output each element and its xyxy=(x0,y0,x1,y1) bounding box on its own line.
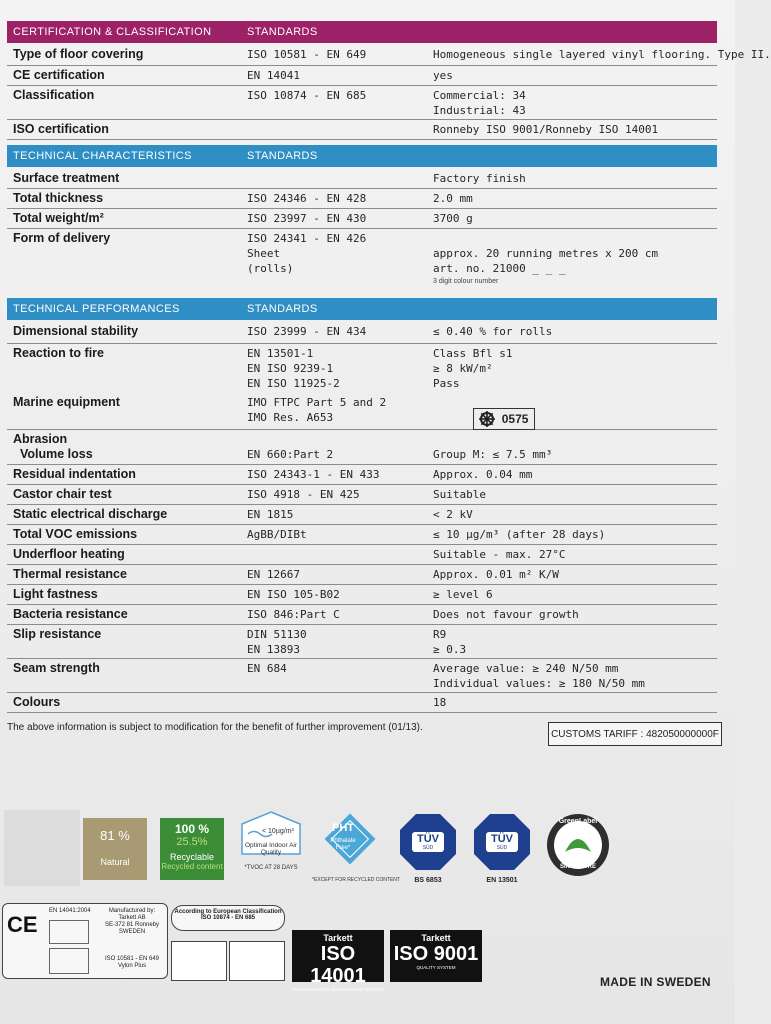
tuv-sub: SÜD xyxy=(422,845,434,851)
iso-brand: Tarkett xyxy=(323,933,353,943)
row-value: Suitable - max. 27°C xyxy=(433,548,566,561)
iso-subtitle: QUALITY SYSTEM xyxy=(416,965,456,970)
row-label: Light fastness xyxy=(13,587,98,601)
row-standard: ISO 846:Part C xyxy=(247,608,340,621)
table-row xyxy=(7,120,717,140)
row-label: Abrasion Volume loss xyxy=(13,432,93,461)
row-label: Reaction to fire xyxy=(13,346,104,360)
pht-label: Phthalate Free* xyxy=(330,838,356,851)
row-standard: ISO 23999 - EN 434 xyxy=(247,325,367,338)
made-in-label: MADE IN SWEDEN xyxy=(600,975,711,989)
row-value: ≤ 10 µg/m³ (after 28 days) xyxy=(433,528,606,541)
row-standard: ISO 10581 - EN 649 xyxy=(247,48,367,61)
table-row xyxy=(7,45,771,66)
header-title: TECHNICAL CHARACTERISTICS xyxy=(13,150,192,162)
industrial-use-icon xyxy=(229,941,285,981)
ce-standard: EN 14041:2004 xyxy=(49,908,91,914)
row-label: ISO certification xyxy=(13,122,109,136)
recycled-percent: 25.5% xyxy=(176,836,208,848)
table-row xyxy=(7,189,717,209)
row-label: Form of delivery xyxy=(13,231,111,245)
ce-marking-panel xyxy=(2,903,168,979)
classification-standard: ISO 10874 - EN 685 xyxy=(200,915,256,921)
row-value: 2.0 mm xyxy=(433,192,473,205)
table-row xyxy=(7,344,717,392)
header-title: TECHNICAL PERFORMANCES xyxy=(13,303,180,315)
row-standard: EN ISO 105-B02 xyxy=(247,588,340,601)
row-standard: ISO 10874 - EN 685 xyxy=(247,89,367,102)
row-standard: EN 684 xyxy=(247,662,287,675)
row-label: Bacteria resistance xyxy=(13,607,128,621)
row-label: Total VOC emissions xyxy=(13,527,138,541)
row-standard: EN 14041 xyxy=(247,69,300,82)
tuv-standard: EN 13501 xyxy=(486,877,518,884)
table-row xyxy=(7,525,717,545)
table-row xyxy=(7,659,717,693)
row-label: Total thickness xyxy=(13,191,104,205)
recyclable-label: Recyclable xyxy=(169,852,215,862)
table-row xyxy=(7,465,717,485)
recycled-label: Recycled content xyxy=(161,862,223,871)
row-label: Seam strength xyxy=(13,661,100,675)
phthalate-free-badge xyxy=(312,808,400,888)
row-value: Class Bfl s1 ≥ 8 kW/m² Pass xyxy=(433,347,513,390)
table-row xyxy=(7,393,717,430)
row-value: Commercial: 34 Industrial: 43 xyxy=(433,89,526,117)
tuv-bs6853-badge xyxy=(398,812,458,886)
iso-14001-badge xyxy=(292,930,384,992)
european-classification-panel xyxy=(171,905,285,931)
table-row xyxy=(7,229,717,289)
row-value: Approx. 0.04 mm xyxy=(433,468,533,481)
row-value: Does not favour growth xyxy=(433,608,579,621)
row-label: Residual indentation xyxy=(13,467,136,481)
ce-mark: CE xyxy=(7,912,38,937)
header-title: CERTIFICATION & CLASSIFICATION xyxy=(13,26,212,38)
row-label: Total weight/m² xyxy=(13,211,104,225)
row-value: Homogeneous single layered vinyl flooring. Type II. xyxy=(433,48,771,61)
ship-wheel-icon xyxy=(478,410,496,428)
customs-tariff-box: CUSTOMS TARIFF : 482050000000F xyxy=(548,722,722,746)
tuv-sub: SÜD xyxy=(496,845,508,851)
row-standard: EN 660:Part 2 xyxy=(247,448,334,461)
row-value: yes xyxy=(433,69,453,82)
slip-class-icon xyxy=(49,948,89,974)
row-value: Factory finish xyxy=(433,172,526,185)
row-standard: DIN 51130 EN 13893 xyxy=(247,628,307,656)
row-value: 18 xyxy=(433,696,447,709)
green-label-singapore-badge xyxy=(545,812,611,878)
table-row xyxy=(7,693,717,713)
tuv-label: TÜV xyxy=(491,833,513,845)
green-label-top: GreenLabel xyxy=(558,818,598,825)
table-row xyxy=(7,505,717,525)
row-label: Static electrical discharge xyxy=(13,507,168,521)
tuv-en13501-badge xyxy=(472,812,532,886)
table-row xyxy=(7,625,717,659)
natural-percent: 81 % xyxy=(100,828,130,843)
iso-9001-badge xyxy=(390,930,482,982)
table-row xyxy=(7,485,717,505)
table-row xyxy=(7,66,717,86)
header-standards: STANDARDS xyxy=(247,150,318,162)
row-label: Dimensional stability xyxy=(13,324,139,338)
row-value: ≤ 0.40 % for rolls xyxy=(433,325,553,338)
iso-brand: Tarkett xyxy=(421,933,451,943)
marine-cert-number: 0575 xyxy=(501,411,529,426)
table-row xyxy=(7,169,717,189)
row-standard: ISO 24343-1 - EN 433 xyxy=(247,468,380,481)
row-label: Castor chair test xyxy=(13,487,112,501)
classification-title: According to European Classification xyxy=(174,909,282,915)
row-standard: ISO 24346 - EN 428 xyxy=(247,192,367,205)
row-value: Average value: ≥ 240 N/50 mm Individual values: ≥ 180 N/50 mm xyxy=(433,662,645,690)
section-header-technical-characteristics xyxy=(7,145,717,167)
disclaimer-note: The above information is subject to modification for the benefit of further improvement (01/13). xyxy=(7,722,423,733)
air-quality-note: *TVOC AT 28 DAYS xyxy=(244,865,298,871)
row-value: Suitable xyxy=(433,488,486,501)
row-standard: AgBB/DIBt xyxy=(247,528,307,541)
pht-note: *EXCEPT FOR RECYCLED CONTENT xyxy=(312,877,400,883)
iso-number: ISO 9001 xyxy=(393,943,479,965)
marine-wheelmark-badge xyxy=(473,408,536,430)
table-row xyxy=(7,545,717,565)
row-label: CE certification xyxy=(13,68,105,82)
blank-swatch xyxy=(4,810,80,886)
row-value: approx. 20 running metres x 200 cm art. no. 21000 _ _ _ xyxy=(433,247,659,275)
fire-class-icon xyxy=(49,920,89,944)
product-standard: ISO 10581 - EN 649 Vylon Plus xyxy=(104,956,160,969)
table-row xyxy=(7,585,717,605)
row-value: Approx. 0.01 m² K/W xyxy=(433,568,559,581)
manufacturer-info: Manufactured by: Tarkett AB SE-372 81 Ronneby SWEDEN xyxy=(104,908,160,935)
section-header-technical-performances xyxy=(7,298,717,320)
row-standard: EN 1815 xyxy=(247,508,294,521)
row-value: Group M: ≤ 7.5 mm³ xyxy=(433,448,553,461)
row-label: Surface treatment xyxy=(13,171,120,185)
table-row xyxy=(7,86,717,120)
row-standard: EN 13501-1 EN ISO 9239-1 EN ISO 11925-2 xyxy=(247,347,340,390)
table-row xyxy=(7,209,717,229)
indoor-air-quality-badge xyxy=(236,810,306,888)
recyclable-badge xyxy=(160,818,224,880)
air-quality-label: Optimal Indoor Air Quality xyxy=(244,842,298,856)
green-label-bottom: SINGAPORE xyxy=(559,864,596,870)
section-header-certification xyxy=(7,21,717,43)
row-label: Slip resistance xyxy=(13,627,102,641)
row-value: 3700 g xyxy=(433,212,473,225)
row-value: ≥ level 6 xyxy=(433,588,493,601)
tuv-standard: BS 6853 xyxy=(414,877,442,884)
row-standard: EN 12667 xyxy=(247,568,300,581)
row-standard: ISO 4918 - EN 425 xyxy=(247,488,360,501)
header-standards: STANDARDS xyxy=(247,303,318,315)
row-standard: ISO 24341 - EN 426 Sheet (rolls) xyxy=(247,232,367,275)
header-standards: STANDARDS xyxy=(247,26,318,38)
row-label: Colours xyxy=(13,695,61,709)
table-row xyxy=(7,430,717,465)
table-row xyxy=(7,322,717,344)
table-row xyxy=(7,605,717,625)
row-label: Type of floor covering xyxy=(13,47,144,61)
row-label: Underfloor heating xyxy=(13,547,125,561)
natural-label: Natural xyxy=(100,857,130,867)
row-footnote: 3 digit colour number xyxy=(433,278,499,285)
iso-subtitle: ENVIRONMENTAL MANAGEMENT SYSTEM xyxy=(292,987,384,992)
natural-badge xyxy=(83,818,147,880)
tuv-label: TÜV xyxy=(417,833,439,845)
row-value: R9 ≥ 0.3 xyxy=(433,628,467,656)
iso-number: ISO 14001 xyxy=(310,943,366,987)
row-label: Marine equipment xyxy=(13,395,120,409)
row-label: Classification xyxy=(13,88,95,102)
commercial-use-icon xyxy=(171,941,227,981)
row-value: < 2 kV xyxy=(433,508,473,521)
air-quality-value: < 10µg/m³ xyxy=(262,828,294,835)
row-standard: ISO 23997 - EN 430 xyxy=(247,212,367,225)
pht-title: PHT xyxy=(332,822,354,834)
row-label: Thermal resistance xyxy=(13,567,127,581)
recyclable-percent: 100 % xyxy=(174,822,210,836)
row-standard: IMO FTPC Part 5 and 2 IMO Res. A653 xyxy=(247,396,387,424)
table-row xyxy=(7,565,717,585)
row-value: Ronneby ISO 9001/Ronneby ISO 14001 xyxy=(433,123,659,136)
